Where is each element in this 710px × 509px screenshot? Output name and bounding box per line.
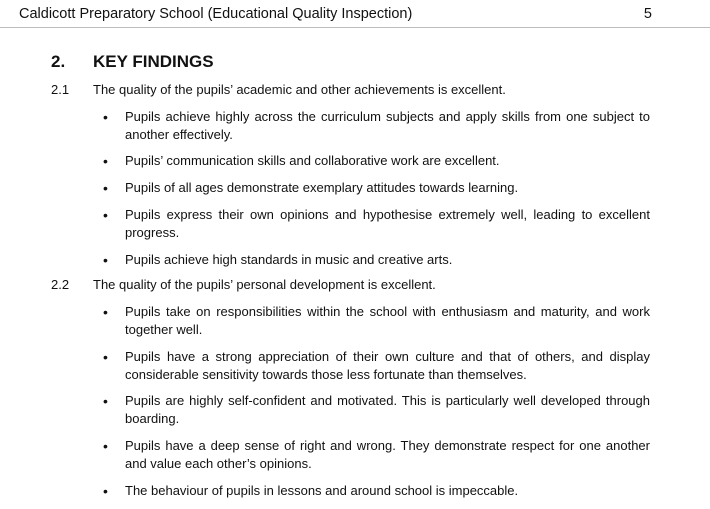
paragraph-number: 2.1	[51, 82, 70, 97]
bullet-text: The behaviour of pupils in lessons and around school is impeccable.	[125, 483, 519, 498]
finding-paragraph	[51, 82, 506, 97]
section-heading	[51, 52, 214, 72]
bullet-item	[103, 303, 650, 339]
bullet-item	[103, 206, 650, 242]
bullet-icon: •	[103, 483, 108, 499]
section-title: KEY FINDINGS	[93, 52, 214, 71]
paragraph-text: The quality of the pupils’ personal development is excellent.	[93, 277, 436, 292]
bullet-text: Pupils express their own opinions and hypothesise extremely well, leading to excellent progress.	[125, 207, 650, 240]
paragraph-text: The quality of the pupils’ academic and other achievements is excellent.	[93, 82, 506, 97]
bullet-text: Pupils’ communication skills and collaborative work are excellent.	[125, 153, 500, 168]
bullet-icon: •	[103, 153, 108, 169]
bullet-item	[103, 152, 650, 170]
header-divider	[0, 27, 710, 28]
bullet-icon: •	[103, 304, 108, 320]
bullet-text: Pupils have a deep sense of right and wrong. They demonstrate respect for one another and value each other’s opinions.	[125, 438, 650, 471]
bullet-item	[103, 251, 650, 269]
bullet-icon: •	[103, 109, 108, 125]
bullet-item	[103, 482, 650, 500]
bullet-text: Pupils of all ages demonstrate exemplary attitudes towards learning.	[125, 180, 519, 195]
bullet-icon: •	[103, 207, 108, 223]
bullet-text: Pupils are highly self-confident and motivated. This is particularly well developed through boarding.	[125, 393, 650, 426]
bullet-icon: •	[103, 393, 108, 409]
bullet-text: Pupils take on responsibilities within the school with enthusiasm and maturity, and work together well.	[125, 304, 650, 337]
bullet-text: Pupils achieve high standards in music and creative arts.	[125, 252, 453, 267]
document-title: Caldicott Preparatory School (Educational Quality Inspection)	[19, 6, 413, 22]
finding-paragraph	[51, 277, 436, 292]
bullet-item	[103, 179, 650, 197]
page-header	[19, 4, 652, 24]
bullet-icon: •	[103, 180, 108, 196]
paragraph-number: 2.2	[51, 277, 70, 292]
bullet-text: Pupils have a strong appreciation of their own culture and that of others, and display considerable sensitivity towards those less fortunate than themselves.	[125, 349, 650, 382]
bullet-icon: •	[103, 252, 108, 268]
section-number: 2.	[51, 52, 66, 71]
bullet-icon: •	[103, 349, 108, 365]
bullet-item	[103, 108, 650, 144]
bullet-item	[103, 348, 650, 384]
bullet-text: Pupils achieve highly across the curriculum subjects and apply skills from one subject to another effectively.	[125, 109, 650, 142]
bullet-icon: •	[103, 438, 108, 454]
bullet-item	[103, 437, 650, 473]
page-number: 5	[643, 6, 652, 22]
bullet-item	[103, 392, 650, 428]
